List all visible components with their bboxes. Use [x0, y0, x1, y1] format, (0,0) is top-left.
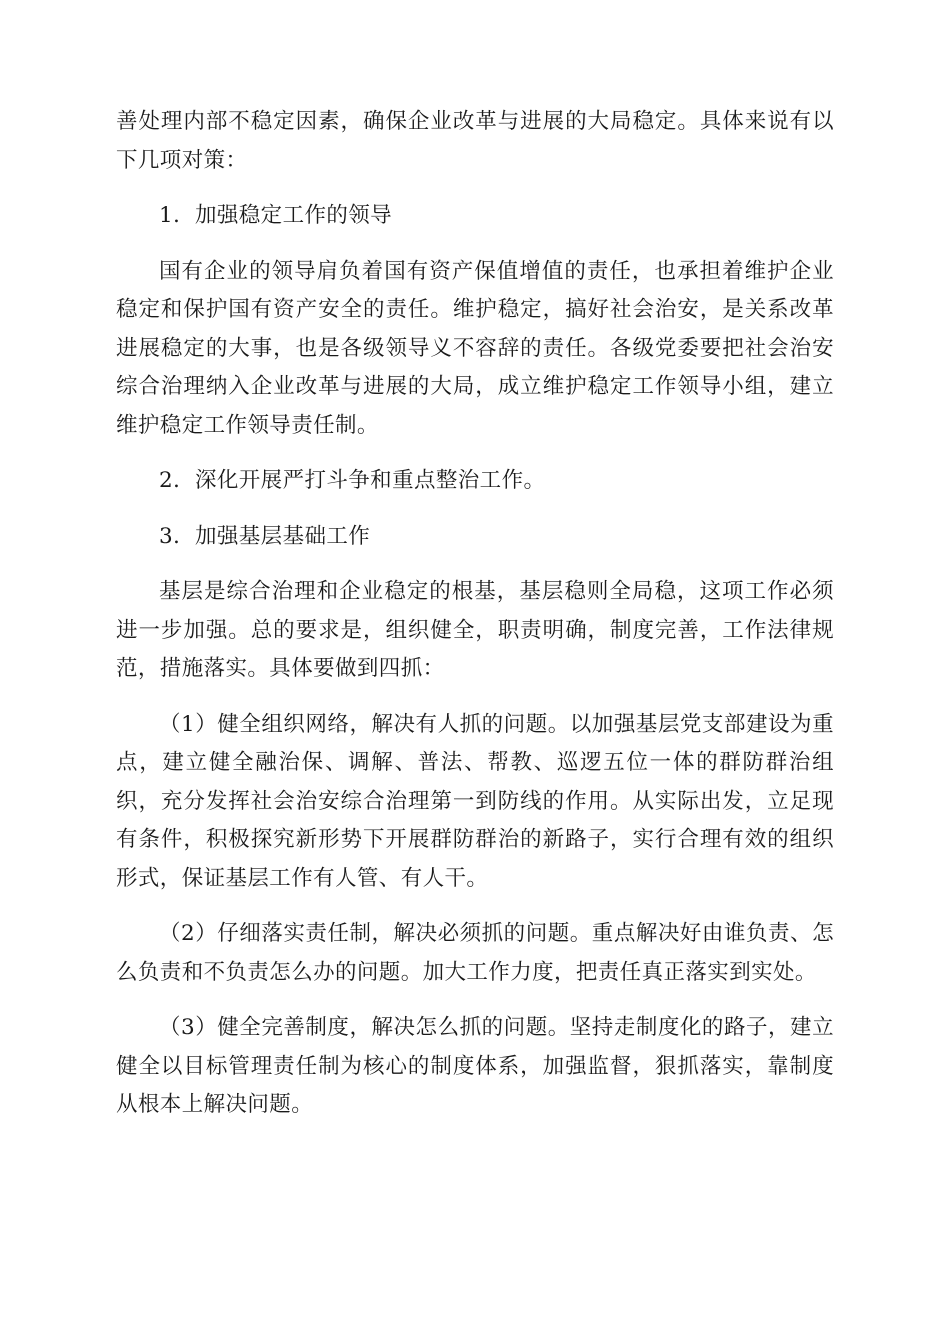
paragraph-grassroots-foundation: 基层是综合治理和企业稳定的根基，基层稳则全局稳，这项工作必须进一步加强。总的要求是，组织健全，职责明确，制度完善，工作法律规范，措施落实。具体要做到四抓： — [116, 579, 834, 681]
paragraph-intro-continuation: 善处理内部不稳定因素，确保企业改革与进展的大局稳定。具体来说有以下几项对策： — [116, 109, 834, 173]
document-page — [116, 103, 834, 1125]
heading-1-strengthen-leadership: 1．加强稳定工作的领导 — [159, 203, 393, 228]
paragraph-leadership-responsibility: 国有企业的领导肩负着国有资产保值增值的责任，也承担着维护企业稳定和保护国有资产安全的责任。维护稳定，搞好社会治安，是关系改革进展稳定的大事，也是各级领导义不容辞的责任。各级党委要把社会治安综合治理纳入企业改革与进展的大局，成立维护稳定工作领导小组，建立维护稳定工作领导责任制。 — [116, 258, 834, 438]
paragraph-item-2-responsibility-system: （2）仔细落实责任制，解决必须抓的问题。重点解决好由谁负责、怎么负责和不负责怎么办的问题。加大工作力度，把责任真正落实到实处。 — [116, 921, 834, 985]
paragraph-item-3-rules-system: （3）健全完善制度，解决怎么抓的问题。坚持走制度化的路子，建立健全以目标管理责任制为核心的制度体系，加强监督，狠抓落实，靠制度从根本上解决问题。 — [116, 1015, 834, 1117]
heading-3-grassroots-work: 3．加强基层基础工作 — [159, 523, 371, 549]
heading-2-crackdown-rectification: 2．深化开展严打斗争和重点整治工作。 — [159, 468, 546, 493]
paragraph-item-1-organization-network: （1）健全组织网络，解决有人抓的问题。以加强基层党支部建设为重点，建立健全融治保、调解、普法、帮教、巡逻五位一体的群防群治组织，充分发挥社会治安综合治理第一到防线的作用。从实际出发，立足现有条件，积极探究新形势下开展群防群治的新路子，实行合理有效的组织形式，保证基层工作有人管、有人干。 — [116, 711, 834, 891]
